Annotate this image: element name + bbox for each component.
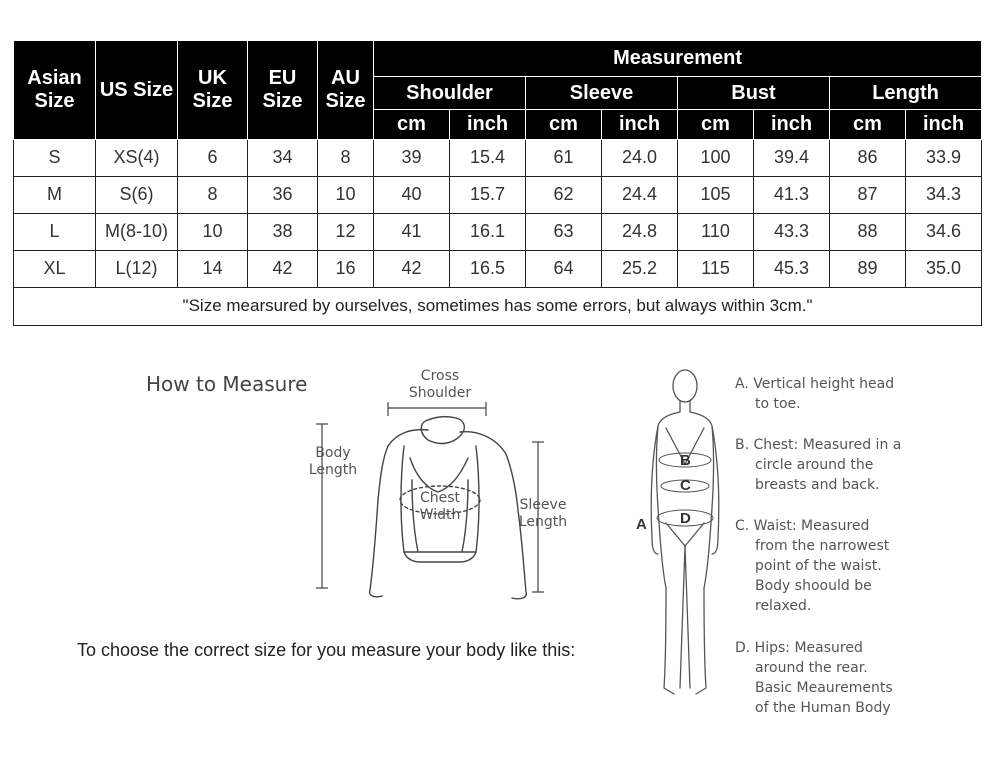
table-cell: 40: [374, 176, 450, 213]
table-cell: 36: [248, 176, 318, 213]
human-body-diagram: [640, 368, 730, 702]
legend-item-c: C. Waist: Measured from the narrowest point of the waist. Body shoould be relaxed.: [735, 518, 890, 614]
header-measurement: Measurement: [374, 41, 982, 77]
letter-d: D: [680, 510, 691, 527]
table-cell: XS(4): [96, 140, 178, 177]
table-cell: 15.4: [450, 140, 526, 177]
table-cell: XL: [14, 250, 96, 287]
table-cell: 16.1: [450, 213, 526, 250]
table-cell: 41: [374, 213, 450, 250]
table-cell: L(12): [96, 250, 178, 287]
table-row: [14, 250, 982, 287]
table-cell: 24.4: [602, 176, 678, 213]
table-cell: 61: [526, 140, 602, 177]
table-cell: 10: [318, 176, 374, 213]
table-row: [14, 140, 982, 177]
table-cell: 42: [248, 250, 318, 287]
table-cell: 45.3: [754, 250, 830, 287]
legend-item-b: B. Chest: Measured in a circle around the breasts and back.: [735, 437, 902, 493]
table-cell: 63: [526, 213, 602, 250]
table-cell: 42: [374, 250, 450, 287]
header-length: Length: [830, 77, 982, 110]
table-cell: 24.0: [602, 140, 678, 177]
header-eu-size: EU Size: [248, 41, 318, 140]
header-asian-size: Asian Size: [14, 41, 96, 140]
table-cell: M: [14, 176, 96, 213]
table-cell: 34.3: [906, 176, 982, 213]
table-cell: 10: [178, 213, 248, 250]
table-row: [14, 176, 982, 213]
legend-item-a: A. Vertical height head to toe.: [735, 376, 895, 412]
table-cell: S: [14, 140, 96, 177]
table-cell: 14: [178, 250, 248, 287]
letter-b: B: [680, 452, 691, 469]
body-length-label: Body Length: [308, 445, 358, 478]
header-shoulder: Shoulder: [374, 77, 526, 110]
table-row: [14, 213, 982, 250]
header-unit: inch: [754, 110, 830, 140]
header-unit: cm: [374, 110, 450, 140]
table-cell: 105: [678, 176, 754, 213]
header-unit: cm: [526, 110, 602, 140]
table-cell: 34.6: [906, 213, 982, 250]
table-cell: S(6): [96, 176, 178, 213]
table-cell: 43.3: [754, 213, 830, 250]
header-bust: Bust: [678, 77, 830, 110]
table-cell: 25.2: [602, 250, 678, 287]
letter-a: A: [636, 516, 647, 533]
measurement-note: "Size mearsured by ourselves, sometimes has some errors, but always within 3cm.": [14, 287, 982, 325]
letter-c: C: [680, 477, 691, 494]
header-sleeve: Sleeve: [526, 77, 678, 110]
cross-shoulder-label: Cross Shoulder: [408, 368, 472, 401]
table-cell: 8: [318, 140, 374, 177]
table-cell: 39: [374, 140, 450, 177]
table-cell: 86: [830, 140, 906, 177]
header-unit: inch: [450, 110, 526, 140]
table-cell: 62: [526, 176, 602, 213]
table-cell: 24.8: [602, 213, 678, 250]
legend-item-d: D. Hips: Measured around the rear. Basic Meaurements of the Human Body: [735, 640, 893, 716]
table-cell: 38: [248, 213, 318, 250]
table-cell: 110: [678, 213, 754, 250]
table-cell: 88: [830, 213, 906, 250]
table-cell: 16.5: [450, 250, 526, 287]
table-cell: 34: [248, 140, 318, 177]
table-cell: 39.4: [754, 140, 830, 177]
chest-width-label: Chest Width: [419, 490, 461, 523]
how-to-measure-title: How to Measure: [146, 372, 308, 396]
header-unit: cm: [830, 110, 906, 140]
table-cell: 89: [830, 250, 906, 287]
table-cell: 87: [830, 176, 906, 213]
table-cell: 12: [318, 213, 374, 250]
sleeve-length-label: Sleeve Length: [518, 497, 568, 530]
header-unit: cm: [678, 110, 754, 140]
table-cell: 16: [318, 250, 374, 287]
table-cell: M(8-10): [96, 213, 178, 250]
table-cell: 115: [678, 250, 754, 287]
table-cell: 35.0: [906, 250, 982, 287]
table-cell: 41.3: [754, 176, 830, 213]
table-cell: 8: [178, 176, 248, 213]
header-unit: inch: [906, 110, 982, 140]
table-cell: 15.7: [450, 176, 526, 213]
table-cell: 64: [526, 250, 602, 287]
table-cell: 33.9: [906, 140, 982, 177]
instruction-text: To choose the correct size for you measure your body like this:: [77, 640, 576, 660]
table-cell: 6: [178, 140, 248, 177]
header-au-size: AU Size: [318, 41, 374, 140]
header-unit: inch: [602, 110, 678, 140]
table-cell: 100: [678, 140, 754, 177]
header-uk-size: UK Size: [178, 41, 248, 140]
header-us-size: US Size: [96, 41, 178, 140]
table-cell: L: [14, 213, 96, 250]
size-chart-table: [13, 40, 982, 326]
